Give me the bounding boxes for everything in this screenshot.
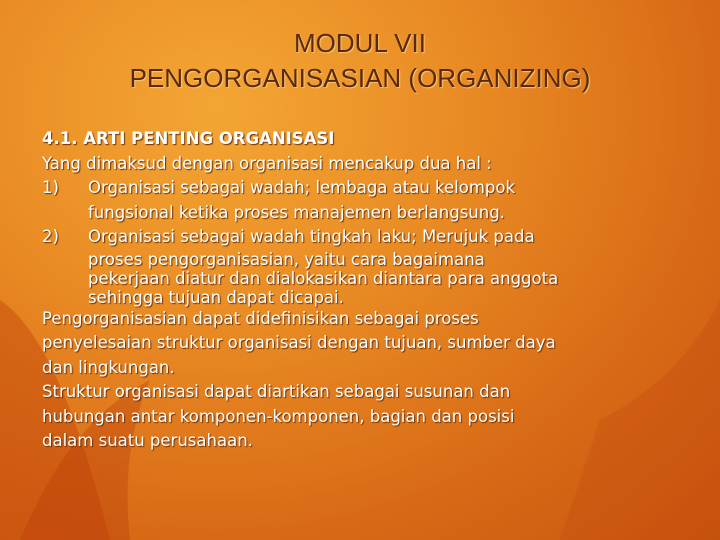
paragraph-line: dan lingkungan. bbox=[42, 357, 175, 377]
paragraph-line: Pengorganisasian dapat didefinisikan sebagai proses bbox=[42, 308, 479, 328]
slide-title bbox=[0, 26, 720, 96]
intro-text: Yang dimaksud dengan organisasi mencakup dua hal : bbox=[42, 153, 492, 173]
list-item bbox=[42, 176, 682, 225]
title-line-1: MODUL VII bbox=[294, 28, 426, 58]
item-text: sehingga tujuan dapat dicapai. bbox=[88, 287, 344, 307]
section-heading: 4.1. ARTI PENTING ORGANISASI bbox=[42, 129, 335, 148]
paragraph-line: hubungan antar komponen-komponen, bagian dan posisi bbox=[42, 406, 515, 426]
item-text: Organisasi sebagai wadah; lembaga atau kelompok bbox=[88, 178, 516, 197]
item-number: 1) bbox=[42, 178, 59, 197]
paragraph-structure bbox=[42, 380, 682, 454]
item-text: fungsional ketika proses manajemen berlangsung. bbox=[88, 202, 505, 222]
item-text: proses pengorganisasian, yaitu cara bagaimana bbox=[88, 249, 485, 269]
item-number: 2) bbox=[42, 227, 59, 246]
paragraph-line: Struktur organisasi dapat diartikan sebagai susunan dan bbox=[42, 382, 511, 401]
item-text: Organisasi sebagai wadah tingkah laku; Merujuk pada bbox=[88, 227, 535, 246]
slide-body bbox=[42, 127, 682, 454]
paragraph-line: penyelesaian struktur organisasi dengan tujuan, sumber daya bbox=[42, 333, 556, 352]
paragraph-line: dalam suatu perusahaan. bbox=[42, 431, 253, 450]
title-line-2: PENGORGANISASIAN (ORGANIZING) bbox=[129, 63, 591, 93]
paragraph-definition bbox=[42, 307, 682, 381]
list-item bbox=[42, 225, 682, 307]
item-text: pekerjaan diatur dan dialokasikan diantara para anggota bbox=[88, 268, 559, 288]
